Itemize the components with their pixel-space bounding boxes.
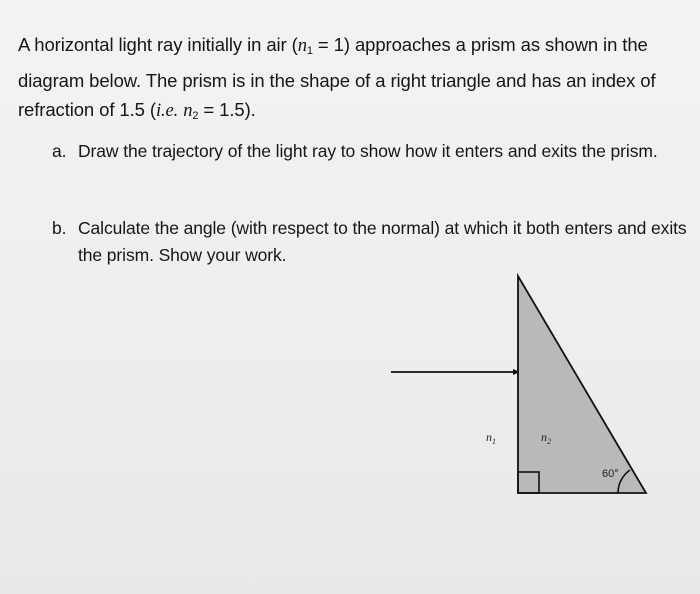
angle-label: 60°: [602, 468, 619, 480]
n1-subscript: 1: [306, 45, 313, 57]
ie-abbrev: i.e.: [155, 101, 179, 121]
n2-symbol: n: [183, 101, 193, 121]
question-text-b: Calculate the angle (with respect to the normal) at which it both enters and exits the prism. Show your work.: [78, 218, 687, 265]
problem-intro: A horizontal light ray initially in air $(n_1 = 1)$ approaches a prism as shown in the diagram below. The prism is in the shape of a right triangle and has an index of refraction of 1.5 (i.e. $n_2 = 1.5$).: [18, 34, 656, 122]
n1-symbol: n: [297, 36, 307, 56]
prism-triangle: [518, 276, 646, 493]
n1-diagram-label: $n_1$: [486, 430, 496, 446]
question-text-a: Draw the trajectory of the light ray to show how it enters and exits the prism.: [78, 141, 658, 161]
n2-subscript: 2: [192, 110, 199, 122]
n2-diagram-label: $n_2$: [541, 430, 551, 446]
question-label-b: b.: [52, 218, 67, 238]
question-label-a: a.: [52, 141, 67, 161]
